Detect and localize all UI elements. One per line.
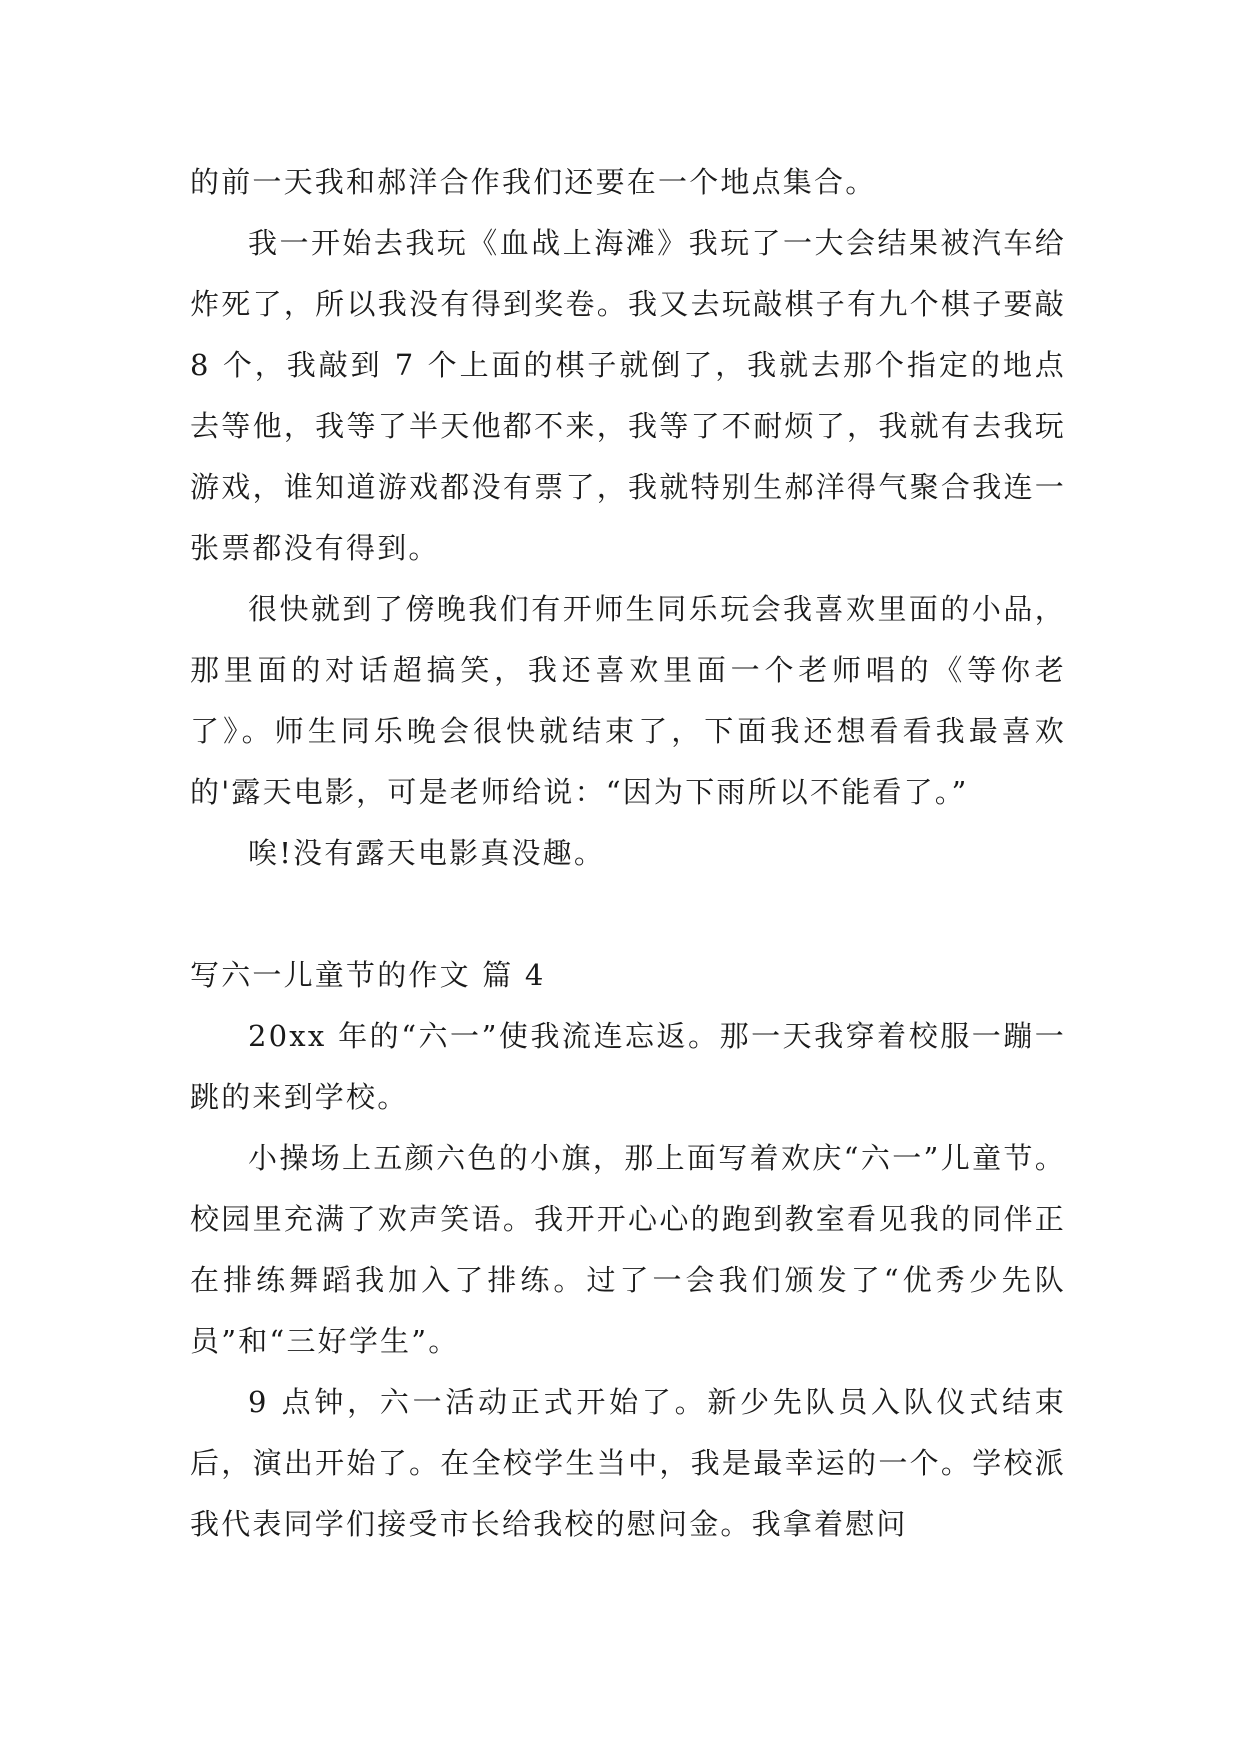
paragraph: 9 点钟，六一活动正式开始了。新少先队员入队仪式结束后，演出开始了。在全校学生当中，我是最幸运的一个。学校派我代表同学们接受市长给我校的慰问金。我拿着慰问 (190, 1385, 1066, 1541)
paragraph: 20xx 年的“六一”使我流连忘返。那一天我穿着校服一蹦一跳的来到学校。 (190, 1019, 1066, 1114)
paragraph: 我一开始去我玩《血战上海滩》我玩了一大会结果被汽车给炸死了，所以我没有得到奖卷。我又去玩敲棋子有九个棋子要敲 8 个，我敲到 7 个上面的棋子就倒了，我就去那个指定的地点去等他，我等了半天他都不来，我等了不耐烦了，我就有去我玩游戏，谁知道游戏都没有票了，我就特别生郝洋得气聚合我连一张票都没有得到。 (190, 226, 1066, 565)
paragraph: 唉!没有露天电影真没趣。 (248, 836, 606, 870)
section-heading: 写六一儿童节的作文 篇 4 (190, 958, 546, 992)
paragraph: 很快就到了傍晚我们有开师生同乐玩会我喜欢里面的小品，那里面的对话超搞笑，我还喜欢里面一个老师唱的《等你老了》。师生同乐晚会很快就结束了，下面我还想看看我最喜欢的'露天电影，可是老师给说：“因为下雨所以不能看了。” (190, 592, 1066, 809)
document-body (190, 152, 1066, 1555)
paragraph-continuation: 的前一天我和郝洋合作我们还要在一个地点集合。 (190, 165, 877, 199)
paragraph: 小操场上五颜六色的小旗，那上面写着欢庆“六一”儿童节。校园里充满了欢声笑语。我开开心心的跑到教室看见我的同伴正在排练舞蹈我加入了排练。过了一会我们颁发了“优秀少先队员”和“三好学生”。 (190, 1141, 1066, 1358)
